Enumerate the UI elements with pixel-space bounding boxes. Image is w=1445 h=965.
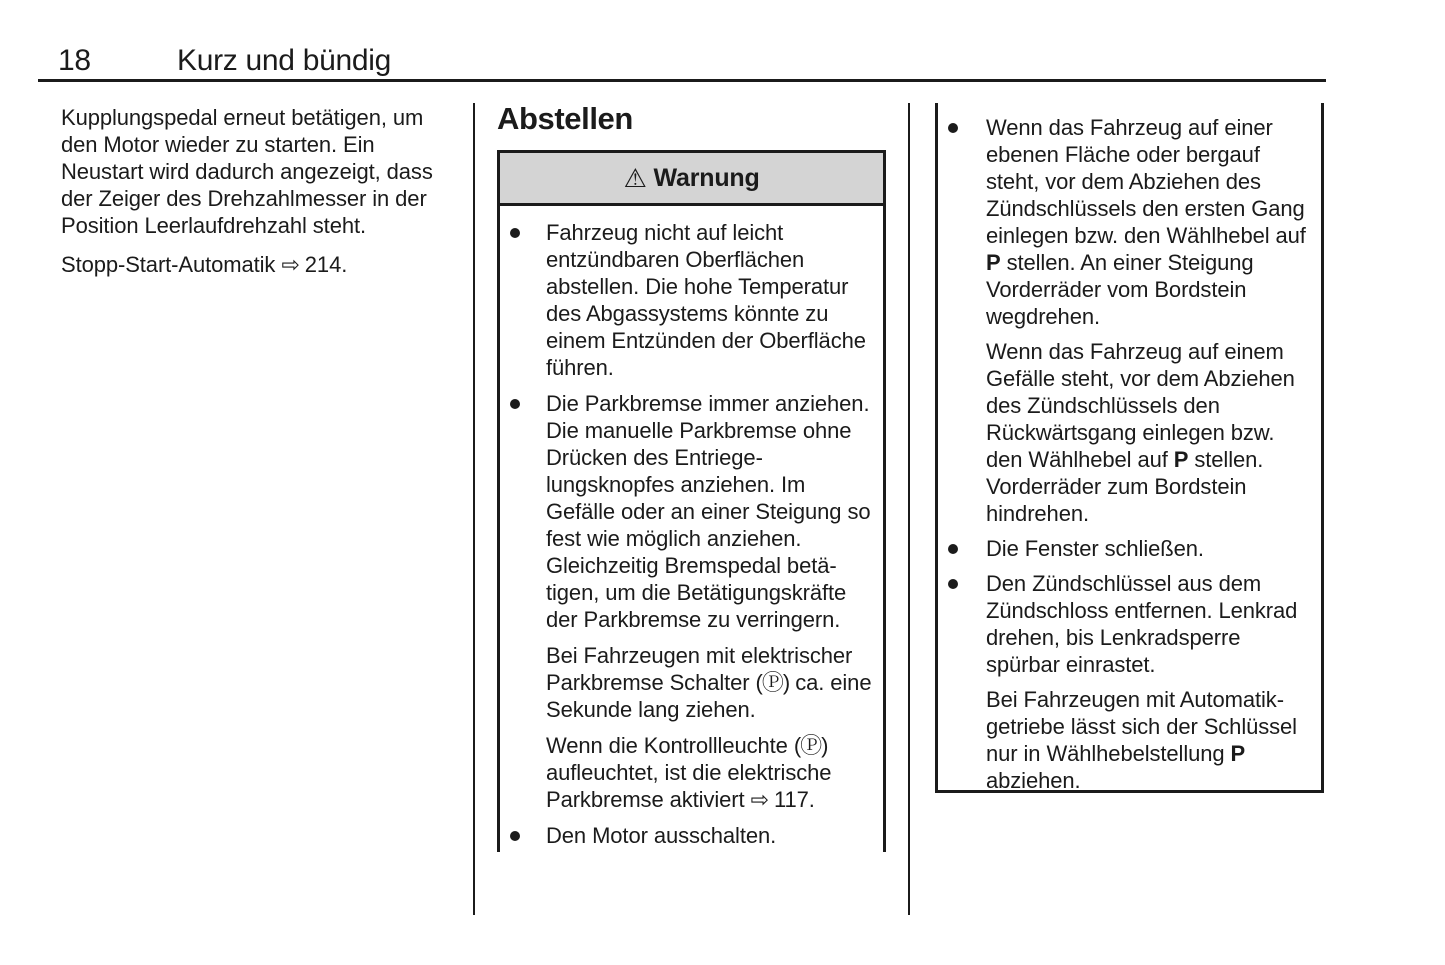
warning-title: Warnung	[653, 163, 760, 192]
warning-icon: ⚠	[623, 163, 647, 193]
bullet-icon	[948, 579, 958, 589]
paragraph: Die Parkbremse immer anziehen. Die manuelle Parkbremse ohne Drücken des Entriegelungsknopfes anziehen. Im Gefälle oder an einer Steigung so fest wie möglich anziehen. Gleichzeitig Bremspedal betätigen, um die Betätigungskräfte der Parkbremse zu verringern.	[546, 391, 871, 632]
bullet-icon	[510, 228, 520, 238]
page-ref-arrow-icon: ⇨	[281, 252, 299, 277]
paragraph: Die Fenster schließen.	[986, 536, 1204, 561]
warning-box	[497, 150, 886, 852]
list-item	[948, 535, 1313, 562]
list-item	[510, 822, 873, 849]
warning-box-header	[500, 153, 883, 206]
chapter-title: Kurz und bündig	[177, 44, 391, 77]
paragraph: Bei Fahrzeugen mit Automatikgetriebe lässt sich der Schlüssel nur in Wählhebelstellung P abziehen.	[986, 687, 1297, 793]
paragraph: Wenn die Kontrollleuchte (Ⓟ) aufleuchtet, ist die elektrische Parkbremse aktiviert ⇨ 117.	[546, 733, 832, 812]
list-item	[948, 570, 1313, 794]
bullet-icon	[948, 123, 958, 133]
list-item	[510, 390, 873, 813]
section-heading: Abstellen	[497, 101, 633, 136]
left-column	[61, 104, 459, 278]
page-ref-arrow-icon: ⇨	[750, 787, 768, 812]
page-number: 18	[58, 44, 91, 77]
paragraph: Den Zündschlüssel aus dem Zündschloss entfernen. Lenkrad drehen, bis Lenkradsperre spürbar einrastet.	[986, 571, 1298, 677]
paragraph: Fahrzeug nicht auf leicht entzündbaren Oberflächen abstellen. Die hohe Temperatur des Abgassystems könnte zu einem Entzünden der Oberfläche führen.	[546, 220, 866, 380]
column-separator-2	[908, 103, 910, 915]
header-rule	[38, 79, 1326, 82]
paragraph: Wenn das Fahrzeug auf einem Gefälle steht, vor dem Abziehen des Zündschlüssels den Rückwärtsgang einlegen bzw. den Wählhebel auf P stellen. Vorderräder zum Bordstein hindrehen.	[986, 339, 1295, 526]
warning-box-continued	[935, 103, 1324, 793]
paragraph: Bei Fahrzeugen mit elektrischer Parkbremse Schalter (Ⓟ) ca. eine Sekunde lang ziehen.	[546, 643, 872, 722]
paragraph: Den Motor ausschalten.	[546, 823, 777, 848]
bullet-icon	[510, 831, 520, 841]
column-separator-1	[473, 103, 475, 915]
paragraph: Kupplungspedal erneut betätigen, um den Motor wieder zu starten. Ein Neustart wird dadurch angezeigt, dass der Zeiger des Drehzahlmesser in der Position Leerlaufdrehzahl steht.	[61, 105, 433, 238]
paragraph: Wenn das Fahrzeug auf einer ebenen Fläche oder bergauf steht, vor dem Abziehen des Zündschlüssels den ersten Gang einlegen bzw. den Wählhebel auf P stellen. An einer Steigung Vorderräder vom Bordstein wegdrehen.	[986, 115, 1306, 329]
parking-brake-icon: (Ⓟ)	[793, 733, 828, 758]
bullet-icon	[510, 399, 520, 409]
parking-brake-icon: (Ⓟ)	[755, 670, 790, 695]
page-reference-paragraph: Stopp-Start-Automatik ⇨ 214.	[61, 252, 348, 277]
bullet-icon	[948, 544, 958, 554]
list-item	[510, 219, 873, 381]
warning-box-body	[500, 206, 883, 849]
list-item	[948, 114, 1313, 527]
